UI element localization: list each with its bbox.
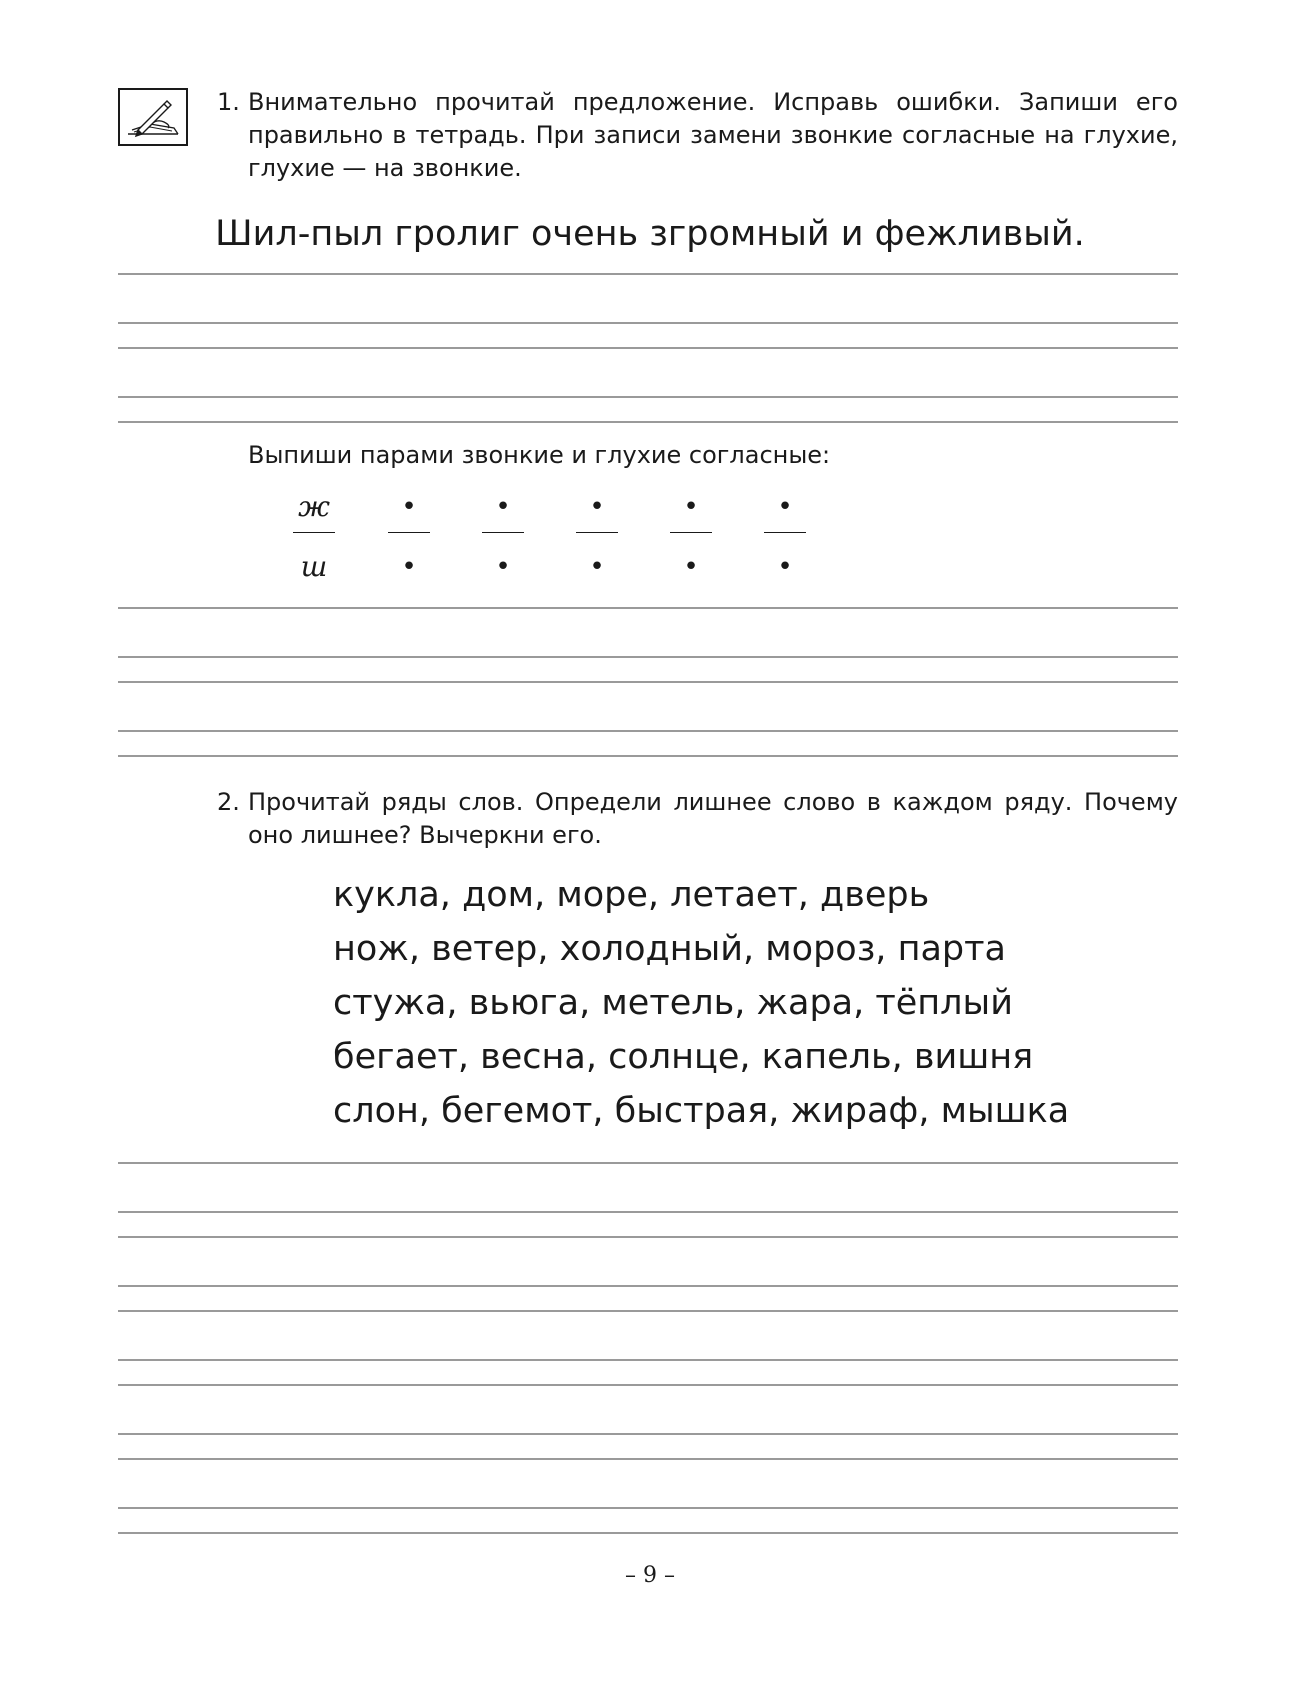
- voiceless-placeholder: •: [683, 552, 699, 582]
- task-1-instructions: Внимательно прочитай предложение. Исправь ошибки. Запиши его правильно в тетрадь. При записи замени звонкие согласные на глухие, глухие — на звонкие.: [248, 88, 1178, 182]
- writing-line: [118, 755, 1178, 757]
- word-row: нож, ветер, холодный, мороз, парта: [333, 929, 1006, 969]
- writing-line: [118, 1236, 1178, 1238]
- writing-line: [118, 607, 1178, 609]
- writing-line: [118, 1532, 1178, 1534]
- pencil-writing-icon: [118, 88, 188, 146]
- voiceless-consonant: ш: [300, 550, 328, 583]
- writing-line: [118, 1433, 1178, 1435]
- writing-line: [118, 347, 1178, 349]
- fraction-bar: [670, 532, 712, 533]
- writing-line: [118, 1162, 1178, 1164]
- voiceless-placeholder: •: [777, 552, 793, 582]
- writing-line: [118, 322, 1178, 324]
- fraction-bar: [388, 532, 430, 533]
- voiced-placeholder: •: [777, 492, 793, 522]
- word-row: стужа, вьюга, метель, жара, тёплый: [333, 983, 1013, 1023]
- writing-line: [118, 1359, 1178, 1361]
- voiced-placeholder: •: [401, 492, 417, 522]
- task-2-number: 2.: [217, 788, 240, 816]
- writing-line: [118, 681, 1178, 683]
- writing-line: [118, 421, 1178, 423]
- writing-line: [118, 730, 1178, 732]
- writing-line: [118, 1285, 1178, 1287]
- erroneous-sentence: Шил-пыл гролиг очень згромный и фежливый.: [215, 214, 1085, 254]
- voiced-placeholder: •: [495, 492, 511, 522]
- page-number: – 9 –: [625, 1563, 675, 1588]
- word-row: бегает, весна, солнце, капель, вишня: [333, 1037, 1034, 1077]
- word-rows: [333, 868, 1069, 1138]
- writing-line: [118, 1211, 1178, 1213]
- voiced-placeholder: •: [589, 492, 605, 522]
- word-row: кукла, дом, море, летает, дверь: [333, 875, 930, 915]
- voiceless-placeholder: •: [589, 552, 605, 582]
- voiced-placeholder: •: [683, 492, 699, 522]
- task-1-number: 1.: [217, 88, 240, 116]
- writing-line: [118, 396, 1178, 398]
- voiceless-placeholder: •: [401, 552, 417, 582]
- task-2-instructions: Прочитай ряды слов. Определи лишнее слово в каждом ряду. Почему оно лишнее? Вычеркни его.: [248, 788, 1178, 849]
- fraction-bar: [576, 532, 618, 533]
- fraction-bar: [293, 532, 335, 533]
- voiced-consonant: ж: [298, 490, 330, 523]
- fraction-bar: [482, 532, 524, 533]
- voiceless-placeholder: •: [495, 552, 511, 582]
- writing-line: [118, 656, 1178, 658]
- writing-line: [118, 1458, 1178, 1460]
- writing-line: [118, 1384, 1178, 1386]
- fraction-bar: [764, 532, 806, 533]
- writing-line: [118, 1310, 1178, 1312]
- writing-line: [118, 273, 1178, 275]
- writing-line: [118, 1507, 1178, 1509]
- word-row: слон, бегемот, быстрая, жираф, мышка: [333, 1091, 1070, 1131]
- subtask-instructions: Выпиши парами звонкие и глухие согласные:: [248, 441, 831, 469]
